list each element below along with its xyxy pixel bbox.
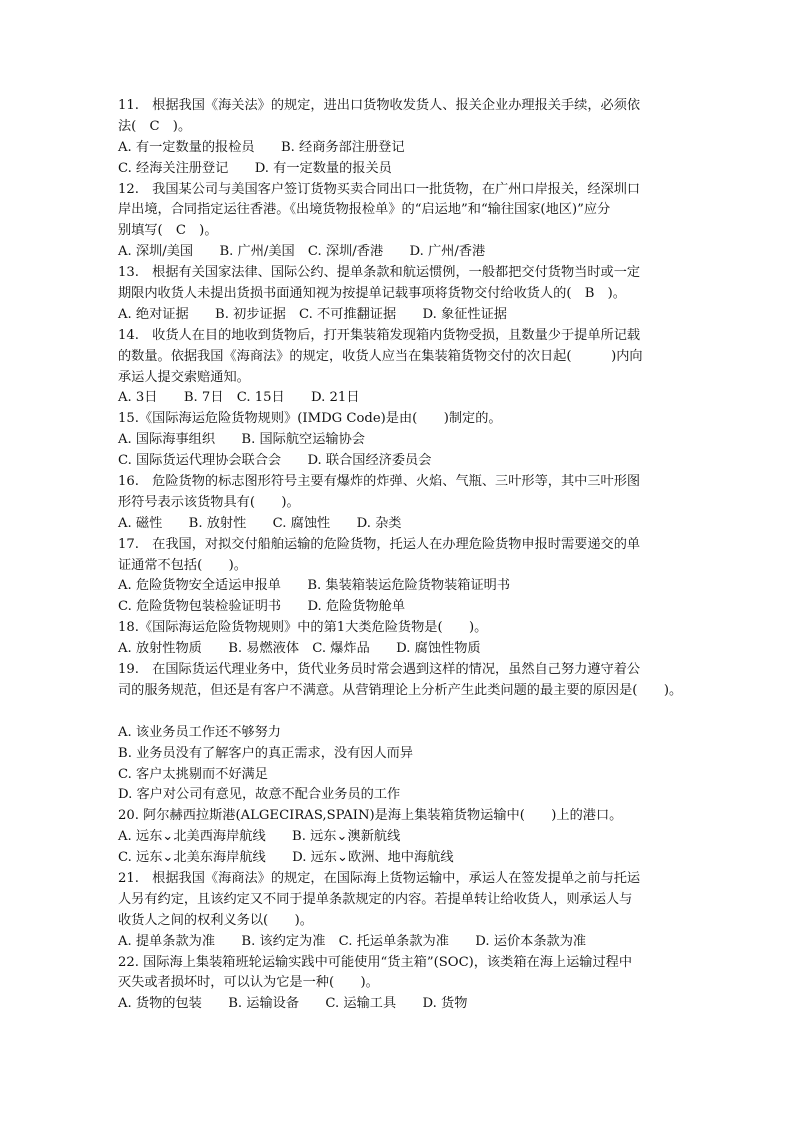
blank-line <box>118 702 718 723</box>
text-line: 14. 收货人在目的地收到货物后，打开集装箱发现箱内货物受损，且数量少于提单所记载 <box>118 327 641 343</box>
text-line: C. 远东⌄北美东海岸航线 D. 远东⌄欧洲、地中海航线 <box>118 850 454 866</box>
text-line: A. 远东⌄北美西海岸航线 B. 远东⌄澳新航线 <box>118 829 401 845</box>
text-line: 21. 根据我国《海商法》的规定，在国际海上货物运输中，承运人在签发提单之前与托运 <box>118 870 641 886</box>
text-line: 灭失或者损坏时，可以认为它是一种( )。 <box>118 975 379 991</box>
text-line: 20. 阿尔赫西拉斯港(ALGECIRAS,SPAIN)是海上集装箱货物运输中( )上的港口。 <box>118 808 623 824</box>
text-line: A. 国际海事组织 B. 国际航空运输协会 <box>118 432 365 448</box>
text-line: A. 深圳/美国 B. 广州/美国 C. 深圳/香港 D. 广州/香港 <box>118 244 486 260</box>
text-line: 人另有约定，且该约定又不同于提单条款规定的内容。若提单转让给收货人，则承运人与 <box>118 891 633 907</box>
text-line: 16. 危险货物的标志图形符号主要有爆炸的炸弹、火焰、气瓶、三叶形等，其中三叶形图 <box>118 474 641 490</box>
document-body <box>118 96 718 1015</box>
text-line: C. 客户太挑剔而不好满足 <box>118 766 268 782</box>
text-line: 别填写( C )。 <box>118 223 218 239</box>
text-line: 承运人提交索赔通知。 <box>118 369 250 385</box>
text-line: 12. 我国某公司与美国客户签订货物买卖合同出口一批货物，在广州口岸报关，经深圳口 <box>118 181 641 197</box>
text-line: A. 放射性物质 B. 易燃液体 C. 爆炸品 D. 腐蚀性物质 <box>118 641 481 657</box>
text-line: 法( C )。 <box>118 118 192 134</box>
text-line: C. 危险货物包装检验证明书 D. 危险货物舱单 <box>118 599 406 615</box>
text-line: 司的服务规范，但还是有客户不满意。从营销理论上分析产生此类问题的最主要的原因是( )。 <box>118 682 683 698</box>
text-line: 15.《国际海运危险货物规则》(IMDG Code)是由( )制定的。 <box>118 411 502 427</box>
text-line: D. 客户对公司有意见，故意不配合业务员的工作 <box>118 787 401 803</box>
text-line: C. 国际货运代理协会联合会 D. 联合国经济委员会 <box>118 453 432 469</box>
text-line: 的数量。依据我国《海商法》的规定，收货人应当在集装箱货物交付的次日起( )内向 <box>118 348 643 364</box>
text-line: 收货人之间的权利义务以( )。 <box>118 912 313 928</box>
text-line: C. 经海关注册登记 D. 有一定数量的报关员 <box>118 160 392 176</box>
text-line: 13. 根据有关国家法律、国际公约、提单条款和航运惯例，一般都把交付货物当时或一定 <box>118 265 641 281</box>
text-line: 形符号表示该货物具有( )。 <box>118 494 300 510</box>
text-line: 17. 在我国，对拟交付船舶运输的危险货物，托运人在办理危险货物申报时需要递交的单 <box>118 536 641 552</box>
text-line: 证通常不包括( )。 <box>118 557 247 573</box>
text-line: 岸出境，合同指定运往香港。《出境货物报检单》的“启运地”和“输往国家(地区)”应分 <box>118 202 611 218</box>
text-line: A. 绝对证据 B. 初步证据 C. 不可推翻证据 D. 象征性证据 <box>118 306 507 322</box>
text-line: A. 提单条款为准 B. 该约定为准 C. 托运单条款为准 D. 运价本条款为准 <box>118 933 587 949</box>
text-line: A. 货物的包装 B. 运输设备 C. 运输工具 D. 货物 <box>118 996 468 1012</box>
text-line: B. 业务员没有了解客户的真正需求，没有因人而异 <box>118 745 414 761</box>
text-line: 11. 根据我国《海关法》的规定，进出口货物收发货人、报关企业办理报关手续，必须依 <box>118 98 641 113</box>
text-line: A. 3日 B. 7日 C. 15日 D. 21日 <box>118 390 360 406</box>
text-line: A. 该业务员工作还不够努力 <box>118 724 281 740</box>
text-line: A. 磁性 B. 放射性 C. 腐蚀性 D. 杂类 <box>118 515 402 531</box>
text-line: A. 有一定数量的报检员 B. 经商务部注册登记 <box>118 139 405 155</box>
text-line: 19. 在国际货运代理业务中，货代业务员时常会遇到这样的情况，虽然自己努力遵守着公 <box>118 662 641 678</box>
text-line: 18.《国际海运危险货物规则》中的第1大类危险货物是( )。 <box>118 620 488 636</box>
text-line: A. 危险货物安全适运申报单 B. 集装箱装运危险货物装箱证明书 <box>118 578 511 594</box>
text-line: 22. 国际海上集装箱班轮运输实践中可能使用“货主箱”(SOC)，该类箱在海上运输过程中 <box>118 954 633 970</box>
text-line: 期限内收货人未提出货损书面通知视为按提单记载事项将货物交付给收货人的( B )。 <box>118 286 626 302</box>
